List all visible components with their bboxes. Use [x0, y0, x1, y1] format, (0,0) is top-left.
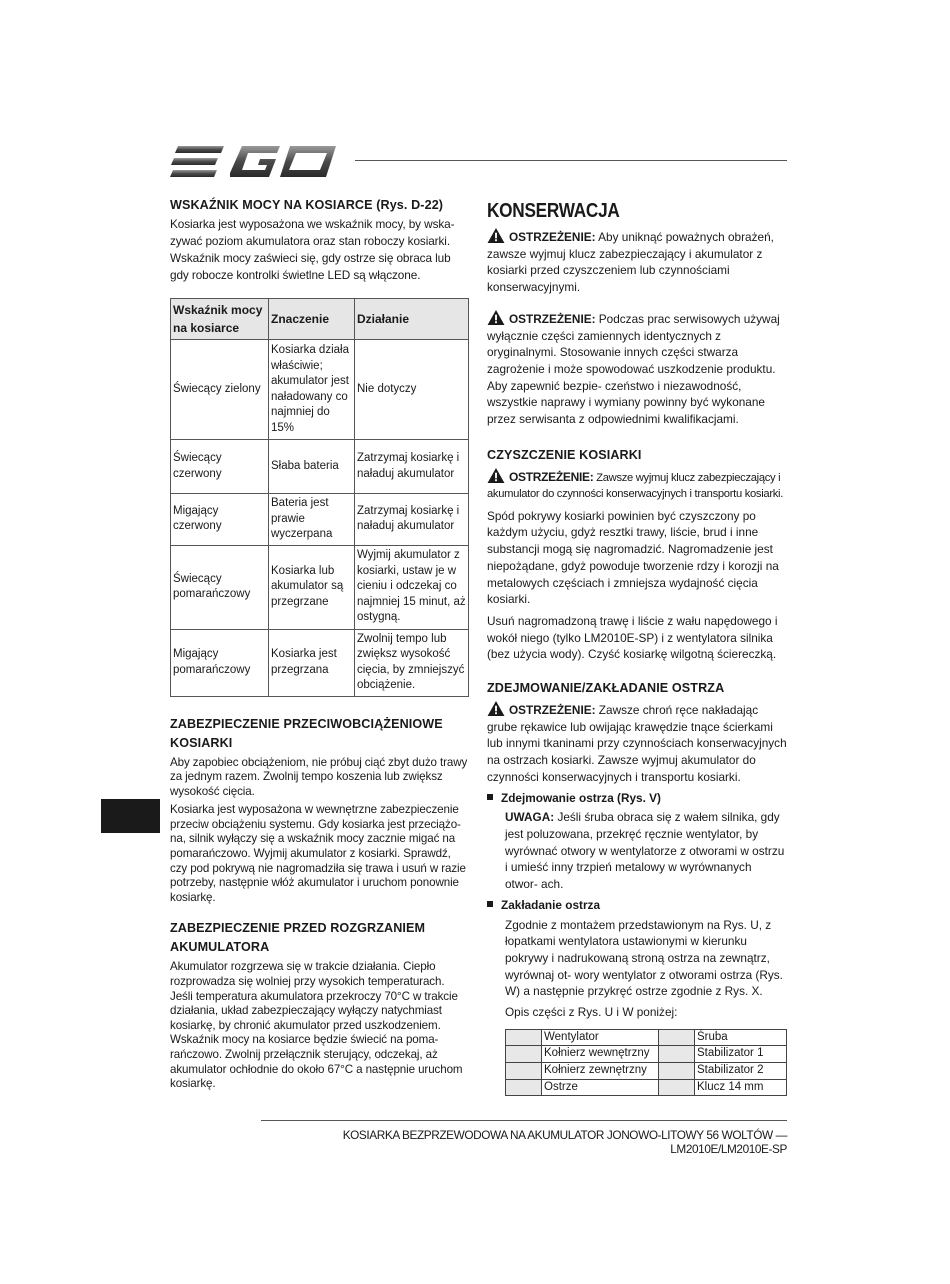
table-cell: Świecący zielony: [171, 340, 269, 440]
table-header: Działanie: [355, 299, 469, 340]
table-cell: Zwolnij tempo lub zwiększ wysokość cięcia, by zmniejszyć obciążenie.: [355, 629, 469, 696]
table-cell: Zatrzymaj kosiarkę i naładuj akumulator: [355, 440, 469, 494]
warning-label: OSTRZEŻENIE:: [509, 469, 594, 484]
table-cell: Zatrzymaj kosiarkę i naładuj akumulator: [355, 494, 469, 546]
indicator-table: [170, 298, 469, 697]
table-cell: Słaba bateria: [269, 440, 355, 494]
table-cell: Wyjmij akumulator z kosiarki, ustaw je w cieniu i odczekaj co najmniej 15 minut, aż ostygną.: [355, 545, 469, 629]
table-cell: Kosiarka lub akumulator są przegrzane: [269, 545, 355, 629]
parts-table: [505, 1029, 787, 1096]
warning-label: OSTRZEŻENIE:: [509, 703, 596, 718]
table-cell: Migający pomarańczowy: [171, 629, 269, 696]
table-row: [171, 440, 469, 494]
table-cell: Ostrze: [542, 1079, 659, 1096]
table-cell: Świecący czerwony: [171, 440, 269, 494]
warning-label: OSTRZEŻENIE:: [509, 230, 596, 244]
table-cell: [506, 1029, 542, 1046]
overload-heading: ZABEZPIECZENIE PRZECIWOBCIĄŻENIOWE KOSIARKI: [170, 716, 443, 750]
note-text: Jeśli śruba obraca się z wałem silnika, gdy jest poluzowana, przekręć ręcznie wentylator, by wyrównać otwory w wentylatorze z otworami w ostrzu i umieść inny trzpień metalowy w wyrównanych otwor- ach.: [505, 810, 785, 892]
warning-1: [487, 228, 787, 296]
overload-paragraph-1: Aby zapobiec obciążeniom, nie próbuj ciąć zbyt dużo trawy za jednym razem. Zwolnij tempo koszenia lub zwiększ wysokość cięcia.: [170, 755, 468, 798]
parts-caption: Opis części z Rys. U i W poniżej:: [505, 1005, 678, 1020]
warning-triangle-icon: [487, 468, 505, 483]
warning-text: Aby uniknąć poważnych obrażeń, zawsze wyjmuj klucz zabezpieczający i akumulator z kosiarki przed czyszczeniem lub czynnościami konserwacyjnymi.: [487, 230, 774, 295]
bullet-icon: [487, 901, 493, 907]
warning-text: Zawsze wyjmuj klucz zabezpieczający i akumulator do czynności konserwacyjnych i transportu kosiarki.: [487, 471, 784, 500]
note-label: UWAGA:: [505, 810, 555, 825]
warning-text: Zawsze chroń ręce nakładając grube rękawice lub owijając krawędzie tnące ścierkami lub innymi tkaninami przy czynnościach konserwacyjnych na ostrzach kosiarki. Zawsze wyjmuj akumulator do czynności konserwacyjnych i transportu kosiarki.: [487, 703, 787, 784]
warning-3: [487, 468, 787, 502]
table-row: [171, 340, 469, 440]
remove-blade-title: Zdejmowanie ostrza (Rys. V): [501, 790, 661, 805]
left-column: [170, 196, 470, 1092]
heat-protection-paragraph: Akumulator rozgrzewa się w trakcie działania. Ciepło rozprowadza się wolniej przy wysokich temperaturach. Jeśli temperatura akumulatora przekroczy 70°C w trakcie działania, układ zabezpieczający wyłączy natychmiast kosiarkę, by chronić akumulator przed uszkodzeniem. Wskaźnik mocy na kosiarce będzie świecić na poma- rańczowo. Zwolnij przełącznik sterujący, odczekaj, aż akumulator ochłodnie do około 67°C a następnie uruchom kosiarkę.: [170, 960, 463, 1091]
warning-text: Podczas prac serwisowych używaj wyłącznie części zamiennych identycznych z oryginalnymi. Stosowanie innych części stwarza zagrożenie i może spowodować uszkodzenie produktu. Aby zapewnić bezpie- czeństwo i niezawodność, wszystkie naprawy i wymiany powinny być wykonane przez serwisanta z odpowiednimi kwalifikacjami.: [487, 311, 780, 427]
table-row: [171, 494, 469, 546]
blade-heading: ZDEJMOWANIE/ZAKŁADANIE OSTRZA: [487, 681, 725, 696]
table-cell: [506, 1046, 542, 1063]
table-cell: Bateria jest prawie wyczerpana: [269, 494, 355, 546]
table-cell: Nie dotyczy: [355, 340, 469, 440]
table-cell: Wentylator: [542, 1029, 659, 1046]
table-row: [506, 1079, 787, 1096]
footer-rule: [261, 1120, 787, 1121]
table-cell: Kołnierz wewnętrzny: [542, 1046, 659, 1063]
cleaning-paragraph-1: Spód pokrywy kosiarki powinien być czyszczony po każdym użyciu, gdyż resztki trawy, liście, brud i inne substancji mogą się nagromadzić. Nagromadzenie jest niepożądane, gdyż powoduje tworzenie rdzy i korozji na metalowych częściach i zmniejsza wydajność cięcia kosiarki.: [487, 508, 779, 607]
remove-blade-note: [487, 809, 787, 893]
table-header: Znaczenie: [269, 299, 355, 340]
warning-2: [487, 310, 787, 428]
cleaning-heading: CZYSZCZENIE KOSIARKI: [487, 447, 642, 462]
right-column: [487, 198, 787, 1096]
table-row: [171, 629, 469, 696]
table-cell: [659, 1046, 695, 1063]
warning-label: OSTRZEŻENIE:: [509, 311, 596, 326]
header-rule: [355, 160, 787, 161]
table-cell: Kosiarka działa właściwie; akumulator jest naładowany co najmniej do 15%: [269, 340, 355, 440]
table-cell: Migający czerwony: [171, 494, 269, 546]
table-cell: [659, 1029, 695, 1046]
table-cell: Klucz 14 mm: [695, 1079, 787, 1096]
table-cell: [659, 1062, 695, 1079]
table-row: [506, 1062, 787, 1079]
ego-logo: [170, 143, 338, 181]
table-cell: Świecący pomarańczowy: [171, 545, 269, 629]
bullet-icon: [487, 794, 493, 800]
warning-triangle-icon: [487, 310, 505, 325]
table-cell: Stabilizator 1: [695, 1046, 787, 1063]
warning-4: [487, 701, 787, 786]
table-cell: Kosiarka jest przegrzana: [269, 629, 355, 696]
section-title: KONSERWACJA: [487, 200, 620, 222]
page-footer: KOSIARKA BEZPRZEWODOWA NA AKUMULATOR JONOWO-LITOWY 56 WOLTÓW — LM2010E/LM2010E-SP: [342, 1128, 787, 1156]
table-cell: Śruba: [695, 1029, 787, 1046]
table-header-row: [171, 299, 469, 340]
install-blade-item: [487, 897, 787, 914]
cleaning-paragraph-2: Usuń nagromadzoną trawę i liście z wału napędowego i wokół niego (tylko LM2010E-SP) i z wentylatora silnika (bez użycia wody). Czyść kosiarkę wilgotną ściereczką.: [487, 613, 778, 662]
overload-paragraph-2: Kosiarka jest wyposażona w wewnętrzne zabezpieczenie przeciw obciążeniu systemu. Gdy kosiarka jest przeciążo- na, silnik wyłączy się a wskaźnik mocy zacznie migać na pomarańczowo. Wyjmij akumulator z kosiarki. Sprawdź, czy pod pokrywą nie nagromadziła się trawa i usuń w razie potrzeby, następnie włóż akumulator i uruchom ponownie kosiarkę.: [170, 803, 466, 904]
warning-triangle-icon: [487, 228, 505, 243]
language-side-tab: [101, 799, 160, 833]
table-cell: Stabilizator 2: [695, 1062, 787, 1079]
table-row: [506, 1029, 787, 1046]
table-header: Wskaźnik mocy na kosiarce: [171, 299, 269, 340]
table-row: [171, 545, 469, 629]
indicator-intro: Kosiarka jest wyposażona we wskaźnik mocy, by wska- zywać poziom akumulatora oraz stan roboczy kosiarki. Wskaźnik mocy zaświeci się, gdy ostrze się obraca lub gdy robocze kontrolki świetlne LED są włączone.: [170, 217, 455, 282]
table-cell: Kołnierz zewnętrzny: [542, 1062, 659, 1079]
install-blade-title: Zakładanie ostrza: [501, 897, 601, 912]
install-blade-text: Zgodnie z montażem przedstawionym na Rys. U, z łopatkami wentylatora ustawionymi w kierunku pokrywy i nadrukowaną stroną ostrza na zewnątrz, wyrównaj ot- wory wentylator z otworami ostrza (Rys. W) a następnie przykręć ostrze zgodnie z Rys. X.: [505, 917, 783, 999]
heat-protection-heading: ZABEZPIECZENIE PRZED ROZGRZANIEM AKUMULATORA: [170, 921, 426, 955]
warning-triangle-icon: [487, 701, 505, 716]
remove-blade-item: [487, 790, 787, 807]
table-cell: [506, 1062, 542, 1079]
table-cell: [659, 1079, 695, 1096]
table-cell: [506, 1079, 542, 1096]
indicator-heading: WSKAŹNIK MOCY NA KOSIARCE (Rys. D-22): [170, 198, 444, 212]
table-row: [506, 1046, 787, 1063]
